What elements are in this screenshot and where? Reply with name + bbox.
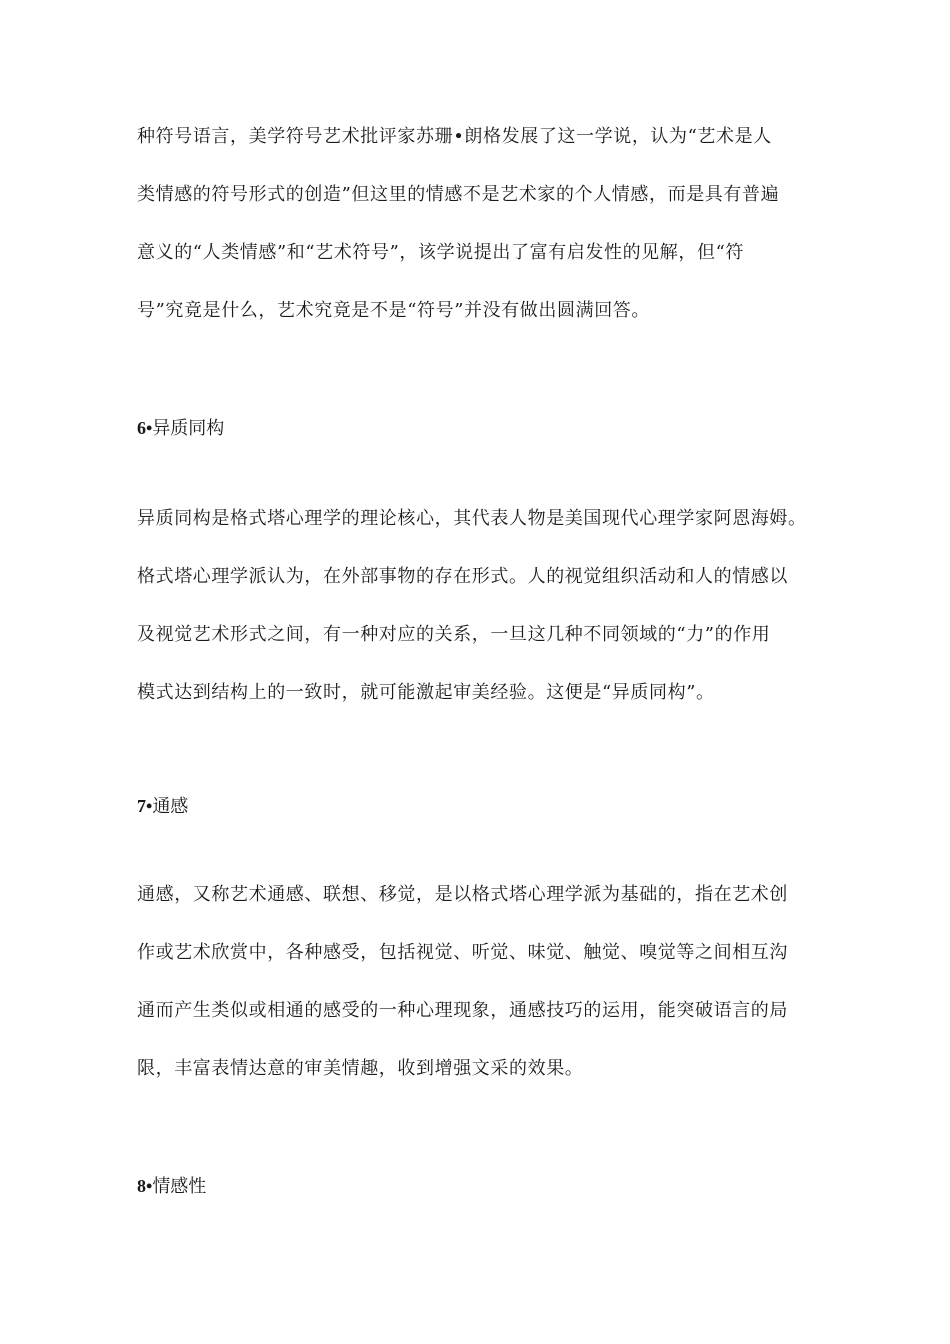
- paragraph-synesthesia: [137, 866, 817, 1098]
- paragraph-isomorphism: [137, 490, 817, 722]
- section-heading-8: [137, 1172, 206, 1201]
- text-line: 意义的“人类情感”和“艺术符号”，该学说提出了富有启发性的见解，但“符: [137, 242, 745, 263]
- text-line: 类情感的符号形式的创造”但这里的情感不是艺术家的个人情感，而是具有普遍: [137, 184, 780, 205]
- section-title: 通感: [152, 796, 189, 817]
- section-title: 情感性: [152, 1176, 207, 1197]
- text-line: 号”究竟是什么，艺术究竟是不是“符号”并没有做出圆满回答。: [137, 300, 651, 321]
- paragraph-symbol-language: [137, 108, 817, 340]
- section-heading-6: [137, 414, 224, 443]
- section-number: 7•: [137, 796, 153, 816]
- text-line: 模式达到结构上的一致时，就可能激起审美经验。这便是“异质同构”。: [137, 682, 715, 703]
- text-line: 作或艺术欣赏中，各种感受，包括视觉、听觉、味觉、触觉、嗅觉等之间相互沟: [137, 942, 788, 963]
- section-title: 异质同构: [152, 418, 225, 439]
- text-line: 限，丰富表情达意的审美情趣，收到增强文采的效果。: [137, 1058, 584, 1079]
- section-heading-7: [137, 792, 188, 821]
- text-line: 种符号语言，美学符号艺术批评家苏珊•朗格发展了这一学说，认为“艺术是人: [137, 126, 772, 147]
- text-line: 通感，又称艺术通感、联想、移觉，是以格式塔心理学派为基础的，指在艺术创: [137, 884, 788, 905]
- text-line: 异质同构是格式塔心理学的理论核心，其代表人物是美国现代心理学家阿恩海姆。: [137, 508, 807, 529]
- text-line: 格式塔心理学派认为，在外部事物的存在形式。人的视觉组织活动和人的情感以: [137, 566, 788, 587]
- section-number: 6•: [137, 418, 153, 438]
- text-line: 及视觉艺术形式之间，有一种对应的关系，一旦这几种不同领域的“力”的作用: [137, 624, 771, 645]
- section-number: 8•: [137, 1176, 153, 1196]
- text-line: 通而产生类似或相通的感受的一种心理现象，通感技巧的运用，能突破语言的局: [137, 1000, 788, 1021]
